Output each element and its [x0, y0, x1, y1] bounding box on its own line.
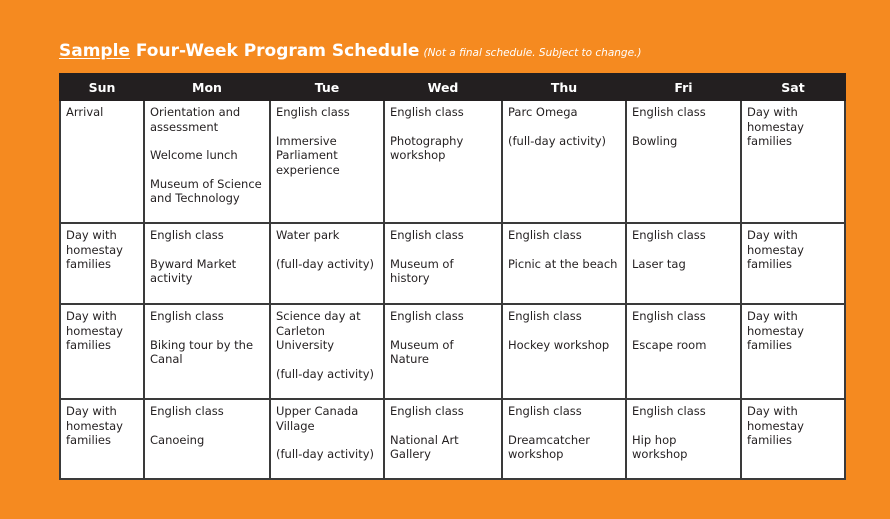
- day-header: Thu: [502, 74, 626, 100]
- schedule-cell: [626, 100, 741, 223]
- title-sample-word: Sample: [59, 41, 130, 61]
- schedule-cell: [502, 223, 626, 304]
- week-row: [60, 399, 845, 479]
- activity-text: Day with homestay families: [747, 404, 804, 447]
- activity-text: Hockey workshop: [508, 337, 610, 352]
- activity-text: English class: [390, 404, 464, 418]
- schedule-cell: [384, 223, 502, 304]
- activity-text: Laser tag: [632, 256, 686, 271]
- schedule-cell: [384, 399, 502, 479]
- activity-text: English class: [150, 404, 224, 418]
- schedule-cell: [270, 399, 384, 479]
- page-title: [59, 41, 641, 61]
- activity-text: Museum of Science and Technology: [150, 176, 262, 205]
- activity-text: Hip hop workshop: [632, 432, 688, 461]
- schedule-cell: [270, 223, 384, 304]
- schedule-cell: [60, 223, 144, 304]
- activity-text: Orientation and assessment: [150, 105, 241, 134]
- activity-text: Upper Canada Village: [276, 404, 359, 433]
- activity-text: English class: [390, 228, 464, 242]
- week-row: [60, 100, 845, 223]
- schedule-cell: [741, 223, 845, 304]
- activity-text: (full-day activity): [276, 366, 375, 381]
- activity-text: Biking tour by the Canal: [150, 337, 254, 366]
- activity-text: Water park: [276, 228, 340, 242]
- schedule-cell: [144, 399, 270, 479]
- activity-text: Day with homestay families: [747, 309, 804, 352]
- activity-text: Immersive Parliament experience: [276, 133, 340, 177]
- schedule-table: [59, 73, 846, 480]
- activity-text: Parc Omega: [508, 105, 578, 119]
- activity-text: Day with homestay families: [66, 309, 123, 352]
- activity-text: English class: [150, 309, 224, 323]
- day-header-row: [60, 74, 845, 100]
- schedule-cell: [144, 223, 270, 304]
- schedule-cell: [502, 304, 626, 399]
- schedule-cell: [60, 100, 144, 223]
- activity-text: English class: [632, 228, 706, 242]
- activity-text: (full-day activity): [276, 256, 375, 271]
- schedule-cell: [626, 223, 741, 304]
- day-header: Mon: [144, 74, 270, 100]
- activity-text: English class: [390, 105, 464, 119]
- activity-text: Day with homestay families: [747, 105, 804, 148]
- schedule-cell: [626, 399, 741, 479]
- day-header: Wed: [384, 74, 502, 100]
- schedule-cell: [60, 304, 144, 399]
- activity-text: Canoeing: [150, 432, 205, 447]
- activity-text: English class: [276, 105, 350, 119]
- schedule-cell: [144, 100, 270, 223]
- title-disclaimer-note: (Not a final schedule. Subject to change.): [423, 47, 642, 59]
- day-header: Sun: [60, 74, 144, 100]
- day-header: Sat: [741, 74, 845, 100]
- schedule-cell: [626, 304, 741, 399]
- schedule-cell: [384, 304, 502, 399]
- activity-text: English class: [632, 105, 706, 119]
- schedule-cell: [502, 399, 626, 479]
- title-main-text: Four-Week Program Schedule: [129, 41, 420, 61]
- day-header: Tue: [270, 74, 384, 100]
- schedule-cell: [741, 399, 845, 479]
- activity-text: Day with homestay families: [747, 228, 804, 271]
- schedule-cell: [741, 100, 845, 223]
- schedule-cell: [270, 100, 384, 223]
- activity-text: Escape room: [632, 337, 707, 352]
- activity-text: English class: [632, 309, 706, 323]
- week-row: [60, 304, 845, 399]
- schedule-cell: [144, 304, 270, 399]
- activity-text: National Art Gallery: [390, 432, 459, 461]
- activity-text: Welcome lunch: [150, 148, 238, 162]
- schedule-cell: [384, 100, 502, 223]
- activity-text: Museum of history: [390, 256, 454, 285]
- activity-text: (full-day activity): [276, 447, 375, 461]
- activity-text: English class: [632, 404, 706, 418]
- activity-text: Museum of Nature: [390, 337, 454, 366]
- activity-text: English class: [508, 404, 582, 418]
- activity-text: English class: [150, 228, 224, 242]
- activity-text: Photography workshop: [390, 133, 464, 162]
- week-row: [60, 223, 845, 304]
- activity-text: Science day at Carleton University: [276, 309, 361, 352]
- activity-text: Dreamcatcher workshop: [508, 432, 590, 461]
- activity-text: Byward Market activity: [150, 256, 237, 285]
- activity-text: Picnic at the beach: [508, 256, 618, 271]
- schedule-cell: [60, 399, 144, 479]
- day-header: Fri: [626, 74, 741, 100]
- activity-text: English class: [508, 228, 582, 242]
- schedule-cell: [270, 304, 384, 399]
- schedule-cell: [741, 304, 845, 399]
- activity-text: English class: [508, 309, 582, 323]
- activity-text: (full-day activity): [508, 133, 607, 148]
- schedule-cell: [502, 100, 626, 223]
- activity-text: Bowling: [632, 133, 678, 148]
- activity-text: Day with homestay families: [66, 404, 123, 447]
- activity-text: English class: [390, 309, 464, 323]
- activity-text: Day with homestay families: [66, 228, 123, 271]
- activity-text: Arrival: [66, 105, 104, 119]
